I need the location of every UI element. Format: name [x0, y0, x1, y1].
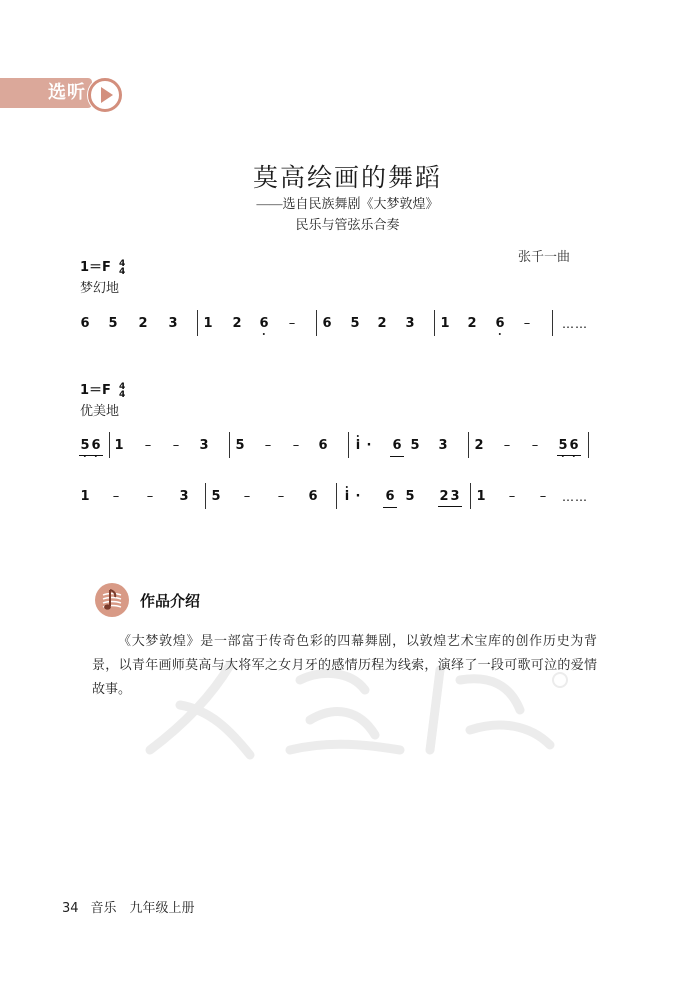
note: 6	[308, 489, 318, 504]
bar-line	[205, 483, 206, 509]
dash: –	[146, 489, 154, 504]
tempo-marking-2: 优美地	[80, 403, 120, 418]
note: 1	[114, 438, 124, 453]
page-footer	[62, 897, 195, 916]
time-signature	[119, 260, 125, 276]
notation-line-1	[0, 316, 695, 336]
page-number: 34	[62, 901, 79, 916]
section-tab-label: 选听	[48, 82, 86, 103]
note: 3	[438, 438, 448, 453]
bar-line	[197, 310, 198, 336]
continuation-dots: ……	[562, 317, 588, 331]
dash: –	[288, 316, 296, 331]
note: 2	[474, 438, 484, 453]
time-denominator: 4	[118, 389, 126, 400]
dash: –	[112, 489, 120, 504]
note: 2	[232, 316, 242, 331]
bar-line	[588, 432, 589, 458]
intro-paragraph: 《大梦敦煌》是一部富于传奇色彩的四幕舞剧，以敦煌艺术宝库的创作历史为背景，以青年画师莫高与大将军之女月牙的感情历程为线索，演绎了一段可歌可泣的爱情故事。	[92, 633, 597, 696]
note-low: 6	[567, 438, 581, 454]
dash: –	[277, 489, 285, 504]
note-low: 6	[493, 316, 507, 332]
dash: –	[172, 438, 180, 453]
note-low: 6	[257, 316, 271, 332]
dash: –	[264, 438, 272, 453]
dash: –	[523, 316, 531, 331]
augmentation-dot: ·	[366, 438, 372, 453]
bar-line	[434, 310, 435, 336]
key-text: 1＝F	[80, 383, 111, 398]
notation-line-3	[0, 489, 695, 509]
note: 3	[405, 316, 415, 331]
time-numerator: 4	[118, 381, 126, 392]
augmentation-dot: ·	[355, 489, 361, 504]
note-high: i	[351, 438, 365, 454]
note: 1	[476, 489, 486, 504]
note: 3	[450, 489, 460, 504]
note: 3	[179, 489, 189, 504]
dash: –	[531, 438, 539, 453]
dash: –	[508, 489, 516, 504]
bar-line	[109, 432, 110, 458]
note: 5	[108, 316, 118, 331]
notation-line-2	[0, 438, 695, 458]
continuation-dots: ……	[562, 490, 588, 504]
key-signature	[80, 256, 125, 276]
music-note-icon	[94, 582, 130, 618]
note: 2	[467, 316, 477, 331]
bar-line	[552, 310, 553, 336]
key-text: 1＝F	[80, 260, 111, 275]
note-high: i	[340, 489, 354, 505]
note: 6	[322, 316, 332, 331]
dash: –	[144, 438, 152, 453]
composer-credit: 张千一曲	[518, 249, 571, 264]
book-title: 音乐 九年级上册	[90, 900, 195, 915]
bar-line	[229, 432, 230, 458]
note: 5	[211, 489, 221, 504]
note-eighth: 6	[390, 438, 404, 454]
note: 3	[199, 438, 209, 453]
bar-line	[336, 483, 337, 509]
note: 5	[410, 438, 420, 453]
piece-subtitle: ——选自民族舞剧《大梦敦煌》	[256, 196, 439, 211]
beam-underline	[79, 455, 103, 456]
bar-line	[470, 483, 471, 509]
note: 3	[168, 316, 178, 331]
note: 1	[440, 316, 450, 331]
note: 2	[439, 489, 449, 504]
note: 1	[80, 489, 90, 504]
play-icon[interactable]	[86, 76, 124, 114]
bar-line	[348, 432, 349, 458]
bar-line	[316, 310, 317, 336]
note: 1	[203, 316, 213, 331]
note: 6	[80, 316, 90, 331]
note-low: 6	[89, 438, 103, 454]
time-numerator: 4	[118, 258, 126, 269]
tempo-marking: 梦幻地	[80, 280, 120, 295]
time-denominator: 4	[118, 266, 126, 277]
key-signature-2	[80, 379, 125, 399]
piece-title: 莫高绘画的舞蹈	[252, 165, 442, 192]
note: 6	[318, 438, 328, 453]
dash: –	[243, 489, 251, 504]
beam-underline	[438, 506, 462, 507]
note: 2	[138, 316, 148, 331]
beam-underline	[557, 455, 581, 456]
time-signature	[119, 383, 125, 399]
note: 5	[235, 438, 245, 453]
note: 2	[377, 316, 387, 331]
dash: –	[539, 489, 547, 504]
dash: –	[292, 438, 300, 453]
note-low: 5	[78, 438, 92, 454]
note: 5	[405, 489, 415, 504]
note-low: 5	[556, 438, 570, 454]
performance-note: 民乐与管弦乐合奏	[295, 217, 400, 232]
dash: –	[503, 438, 511, 453]
intro-heading: 作品介绍	[140, 592, 201, 610]
note-eighth: 6	[383, 489, 397, 505]
bar-line	[468, 432, 469, 458]
note: 5	[350, 316, 360, 331]
